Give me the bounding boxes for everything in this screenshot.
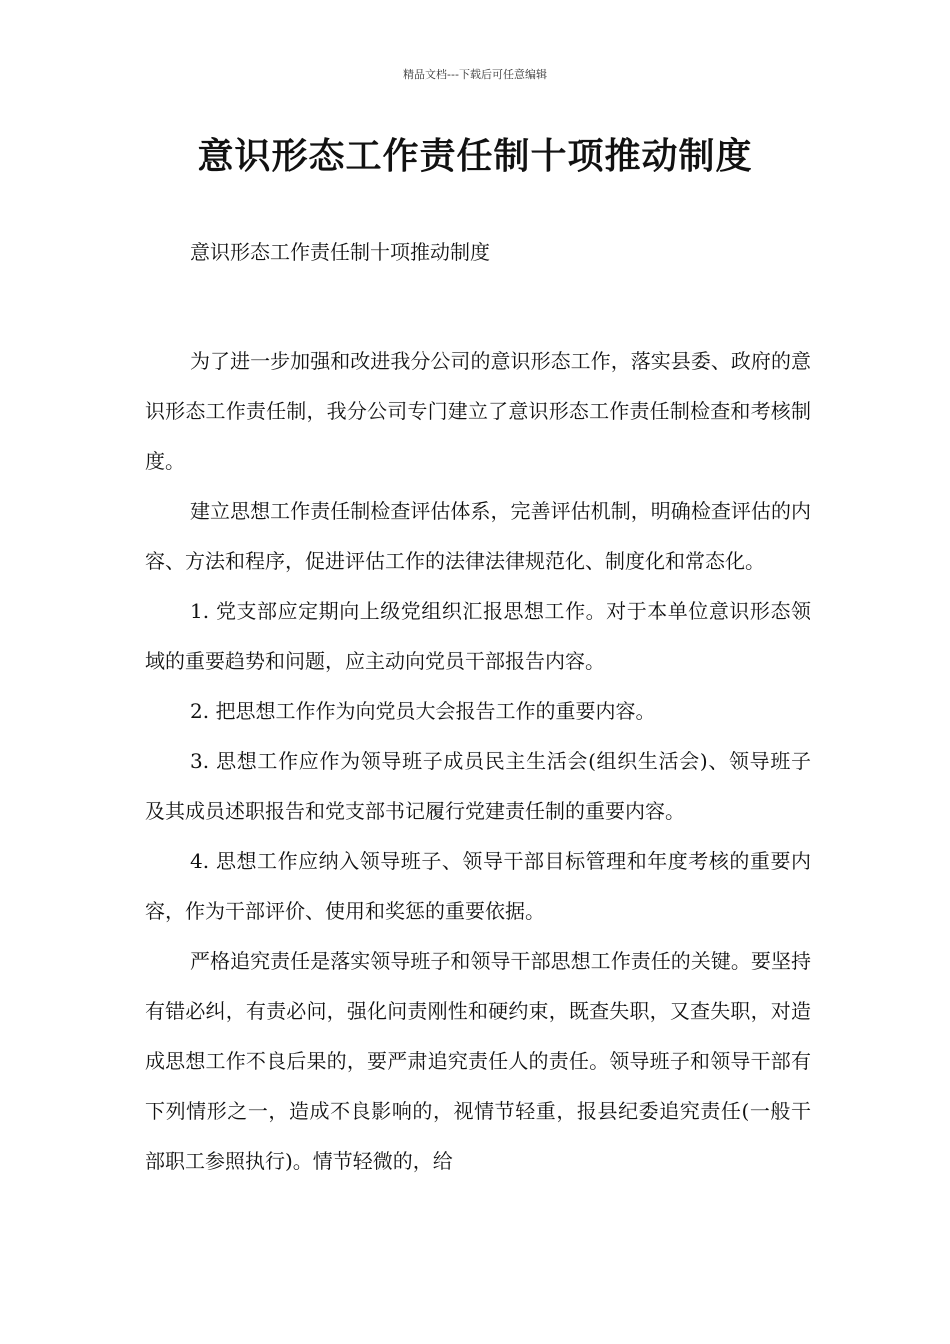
paragraph-system: 建立思想工作责任制检查评估体系，完善评估机制，明确检查评估的内容、方法和程序，促进评估工作的法律法律规范化、制度化和常态化。 [145,499,811,573]
paragraph-item-3: 3. 思想工作应作为领导班子成员民主生活会(组织生活会)、领导班子及其成员述职报告和党支部书记履行党建责任制的重要内容。 [145,749,811,823]
paragraph-item-2: 2. 把思想工作作为向党员大会报告工作的重要内容。 [190,699,656,723]
document-body [145,336,811,1186]
paragraph-item-1: 1. 党支部应定期向上级党组织汇报思想工作。对于本单位意识形态领域的重要趋势和问题，应主动向党员干部报告内容。 [145,599,811,673]
paragraph-item-4: 4. 思想工作应纳入领导班子、领导干部目标管理和年度考核的重要内容，作为干部评价、使用和奖惩的重要依据。 [145,849,811,923]
paragraph-intro: 为了进一步加强和改进我分公司的意识形态工作，落实县委、政府的意识形态工作责任制，我分公司专门建立了意识形态工作责任制检查和考核制度。 [145,349,811,473]
document-title: 意识形态工作责任制十项推动制度 [197,136,753,177]
header-note: 精品文档---下载后可任意编辑 [403,68,547,81]
paragraph-accountability: 严格追究责任是落实领导班子和领导干部思想工作责任的关键。要坚持有错必纠，有责必问，强化问责刚性和硬约束，既查失职，又查失职，对造成思想工作不良后果的，要严肃追究责任人的责任。领导班子和领导干部有下列情形之一，造成不良影响的，视情节轻重，报县纪委追究责任(一般干部职工参照执行)。情节轻微的，给 [145,949,811,1173]
document-subtitle: 意识形态工作责任制十项推动制度 [190,240,490,264]
